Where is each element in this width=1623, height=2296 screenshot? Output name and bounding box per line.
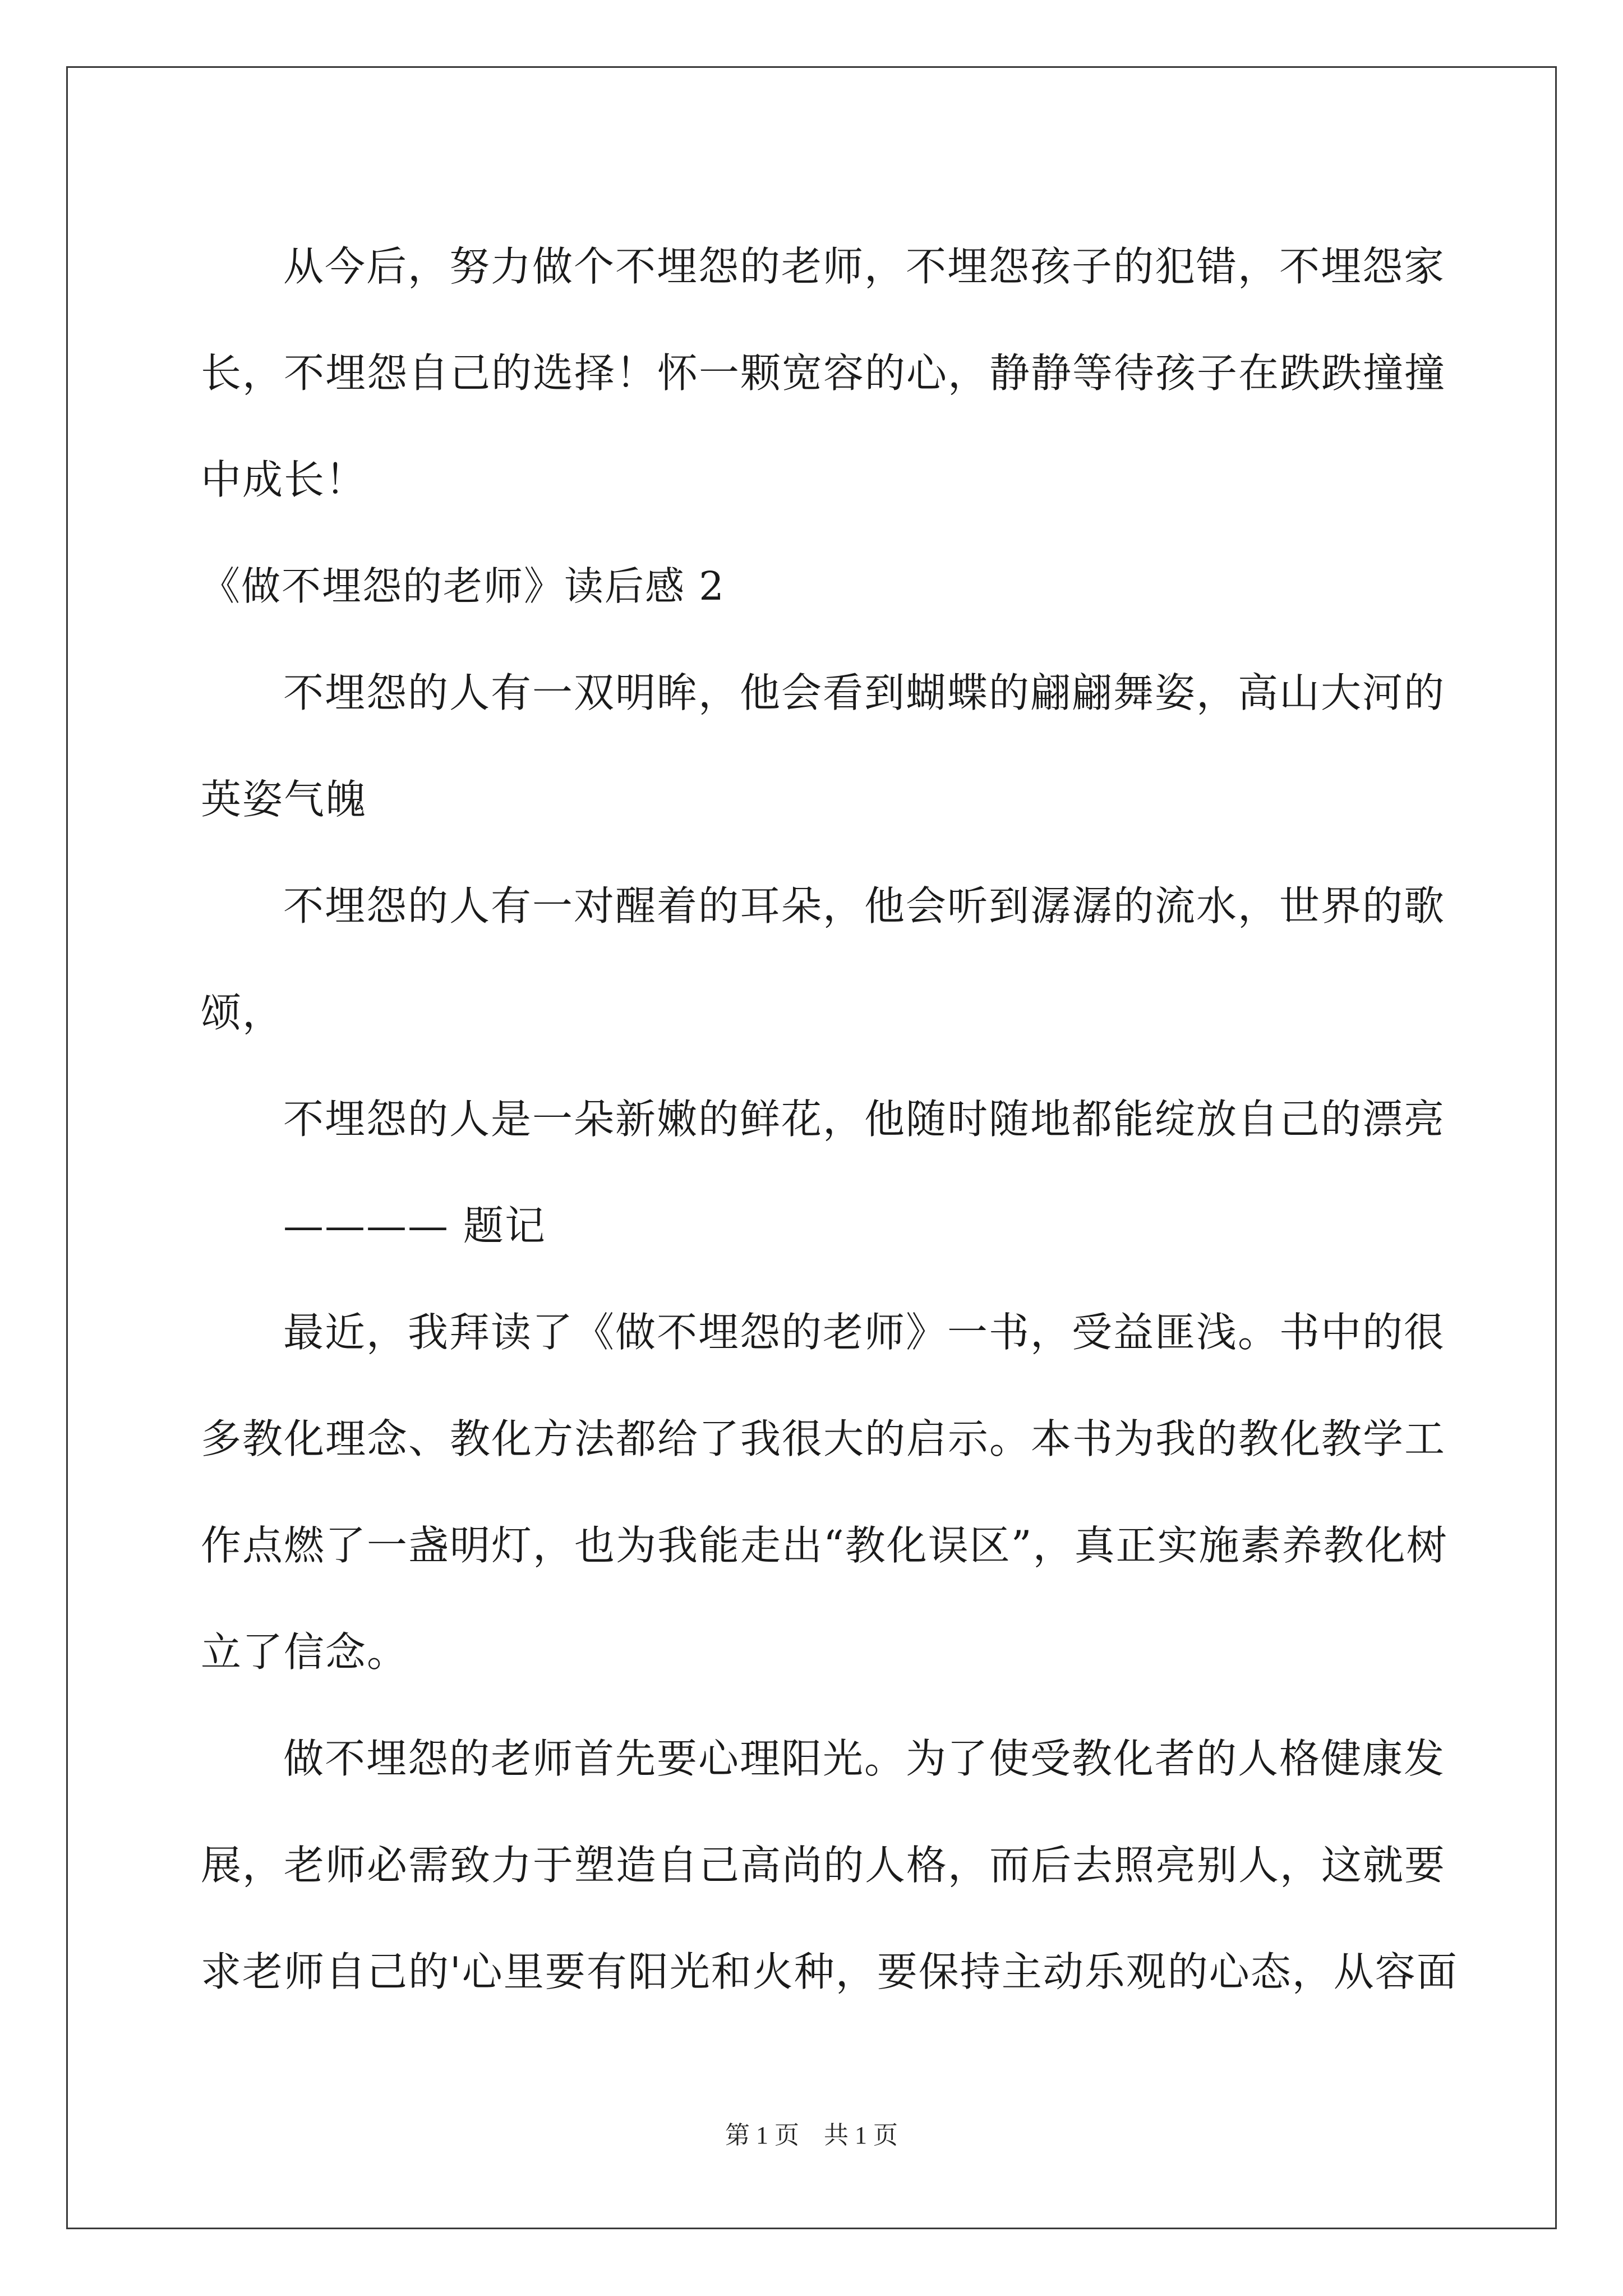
- text-line: 长，不埋怨自己的选择！怀一颗宽容的心，静静等待孩子在跌跌撞撞: [201, 349, 1446, 397]
- epigraph-attribution: ———— 题记: [283, 1202, 546, 1249]
- text-line: 做不埋怨的老师首先要心理阳光。为了使受教化者的人格健康发: [283, 1735, 1446, 1782]
- text-line: 不埋怨的人有一双明眸，他会看到蝴蝶的翩翩舞姿，高山大河的: [283, 669, 1446, 716]
- text-line: 从今后，努力做个不埋怨的老师，不埋怨孩子的犯错，不埋怨家: [283, 243, 1446, 290]
- text-line: 中成长！: [201, 456, 367, 503]
- text-line: 多教化理念、教化方法都给了我很大的启示。本书为我的教化教学工: [201, 1415, 1446, 1462]
- text-line: 不埋怨的人是一朵新嫩的鲜花，他随时随地都能绽放自己的漂亮: [283, 1096, 1446, 1143]
- text-line: 不埋怨的人有一对醒着的耳朵，他会听到潺潺的流水，世界的歌: [283, 882, 1446, 930]
- text-line: 作点燃了一盏明灯，也为我能走出“教化误区”，真正实施素养教化树: [201, 1522, 1448, 1569]
- text-line: 求老师自己的'心里要有阳光和火种，要保持主动乐观的心态，从容面: [201, 1948, 1458, 1995]
- text-line: 立了信念。: [201, 1628, 409, 1676]
- text-line: 展，老师必需致力于塑造自己高尚的人格，而后去照亮别人，这就要: [201, 1842, 1446, 1889]
- document-body: [201, 213, 1458, 2025]
- text-line: 最近，我拜读了《做不埋怨的老师》一书，受益匪浅。书中的很: [283, 1309, 1446, 1356]
- section-heading: 《做不埋怨的老师》读后感 2: [201, 563, 725, 609]
- page-number-footer: 第 1 页 共 1 页: [725, 2122, 898, 2149]
- text-line: 颂，: [201, 989, 284, 1036]
- text-line: 英姿气魄: [201, 776, 367, 823]
